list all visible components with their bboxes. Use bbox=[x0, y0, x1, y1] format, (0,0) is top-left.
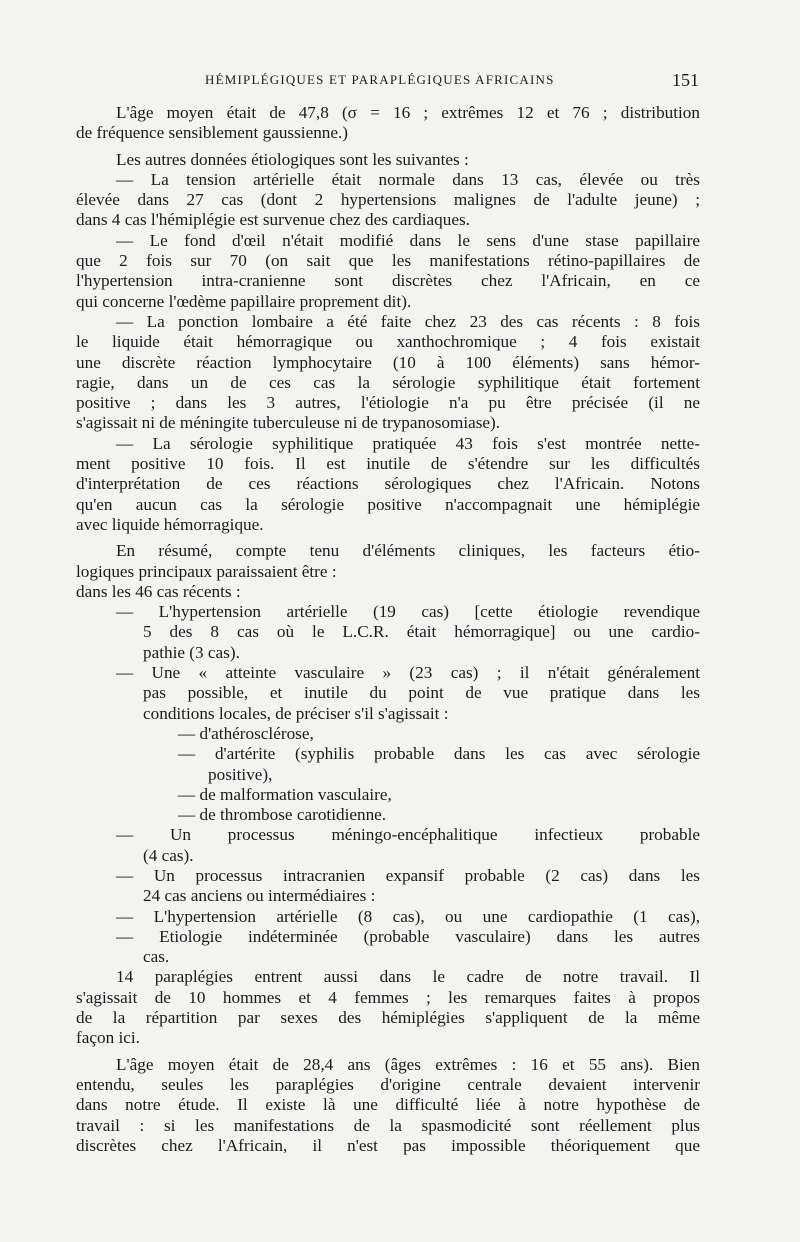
text-line: (4 cas). bbox=[143, 845, 194, 865]
body-text bbox=[76, 103, 700, 1156]
text-line: positive), bbox=[208, 764, 273, 784]
text-line: s'agissait de 10 hommes et 4 femmes ; les remarques faites à propos bbox=[76, 987, 700, 1007]
text-line: pas possible, et inutile du point de vue pratique dans les bbox=[143, 683, 700, 703]
text-line: — d'artérite (syphilis probable dans les cas avec sérologie bbox=[178, 744, 700, 764]
text-line: — Une « atteinte vasculaire » (23 cas) ; il n'était généralement bbox=[116, 663, 700, 683]
text-line: dans notre étude. Il existe là une difficulté liée à notre hypothèse de bbox=[76, 1095, 700, 1115]
text-line: ment positive 10 fois. Il est inutile de s'étendre sur les difficultés bbox=[76, 454, 700, 474]
text-line: — Etiologie indéterminée (probable vasculaire) dans les autres bbox=[116, 926, 700, 946]
text-line: — La tension artérielle était normale dans 13 cas, élevée ou très bbox=[116, 169, 700, 189]
page-header bbox=[0, 70, 800, 92]
text-line: ragie, dans un de ces cas la sérologie syphilitique était fortement bbox=[76, 372, 700, 392]
text-line: de fréquence sensiblement gaussienne.) bbox=[76, 123, 349, 143]
text-line: dans les 46 cas récents : bbox=[76, 581, 241, 601]
text-line: dans 4 cas l'hémiplégie est survenue chez des cardiaques. bbox=[76, 210, 470, 230]
text-line: — Le fond d'œil n'était modifié dans le sens d'une stase papillaire bbox=[116, 230, 700, 250]
text-line: travail : si les manifestations de la spasmodicité sont réellement plus bbox=[76, 1115, 700, 1135]
text-line: que 2 fois sur 70 (on sait que les manifestations rétino-papillaires de bbox=[76, 251, 700, 271]
text-line: élevée dans 27 cas (dont 2 hypertensions malignes de l'adulte jeune) ; bbox=[76, 190, 700, 210]
text-line: — Un processus intracranien expansif probable (2 cas) dans les bbox=[116, 865, 700, 885]
page-number: 151 bbox=[672, 70, 699, 90]
text-line: cas. bbox=[143, 947, 170, 967]
text-line: 14 paraplégies entrent aussi dans le cadre de notre travail. Il bbox=[116, 967, 700, 987]
text-line: discrètes chez l'Africain, il n'est pas impossible théoriquement que bbox=[76, 1135, 700, 1155]
text-line: avec liquide hémorragique. bbox=[76, 514, 264, 534]
text-line: L'âge moyen était de 47,8 (σ = 16 ; extrêmes 12 et 76 ; distribution bbox=[116, 103, 700, 122]
text-line: qui concerne l'œdème papillaire proprement dit). bbox=[76, 291, 412, 311]
text-line: Les autres données étiologiques sont les suivantes : bbox=[116, 149, 469, 169]
text-line: l'hypertension intra-cranienne sont discrètes chez l'Africain, en ce bbox=[76, 271, 700, 291]
text-line: qu'en aucun cas la sérologie positive n'accompagnait une hémiplégie bbox=[76, 494, 700, 514]
text-line: pathie (3 cas). bbox=[143, 642, 240, 662]
text-line: — L'hypertension artérielle (19 cas) [cette étiologie revendique bbox=[116, 602, 700, 622]
text-line: positive ; dans les 3 autres, l'étiologie n'a pu être précisée (il ne bbox=[76, 393, 700, 413]
text-line: — d'athérosclérose, bbox=[178, 723, 314, 743]
running-title: HÉMIPLÉGIQUES ET PARAPLÉGIQUES AFRICAINS bbox=[205, 72, 555, 87]
text-line: — de thrombose carotidienne. bbox=[178, 805, 387, 825]
text-line: de la répartition par sexes des hémiplégies s'appliquent de la même bbox=[76, 1008, 700, 1028]
text-line: conditions locales, de préciser s'il s'agissait : bbox=[143, 703, 449, 723]
text-line: — La ponction lombaire a été faite chez 23 des cas récents : 8 fois bbox=[116, 311, 700, 331]
text-line: — de malformation vasculaire, bbox=[178, 784, 392, 804]
text-line: En résumé, compte tenu d'éléments cliniques, les facteurs étio- bbox=[116, 541, 700, 561]
text-line: entendu, seules les paraplégies d'origine centrale devaient intervenir bbox=[76, 1074, 700, 1094]
text-line: s'agissait ni de méningite tuberculeuse ni de trypanosomiase). bbox=[76, 413, 501, 433]
text-line: 5 des 8 cas où le L.C.R. était hémorragique] ou une cardio- bbox=[143, 622, 700, 642]
text-line: L'âge moyen était de 28,4 ans (âges extrêmes : 16 et 55 ans). Bien bbox=[116, 1054, 700, 1074]
text-line: — La sérologie syphilitique pratiquée 43 fois s'est montrée nette- bbox=[116, 433, 700, 453]
text-line: le liquide était hémorragique ou xanthochromique ; 4 fois existait bbox=[76, 332, 700, 352]
text-line: d'interprétation de ces réactions sérologiques chez l'Africain. Notons bbox=[76, 474, 700, 494]
text-line: — Un processus méningo-encéphalitique infectieux probable bbox=[116, 825, 700, 845]
text-line: — L'hypertension artérielle (8 cas), ou une cardiopathie (1 cas), bbox=[116, 906, 700, 926]
text-line: façon ici. bbox=[76, 1028, 140, 1048]
text-line: 24 cas anciens ou intermédiaires : bbox=[143, 886, 376, 906]
text-line: une discrète réaction lymphocytaire (10 à 100 éléments) sans hémor- bbox=[76, 352, 700, 372]
text-line: logiques principaux paraissaient être : bbox=[76, 561, 337, 581]
